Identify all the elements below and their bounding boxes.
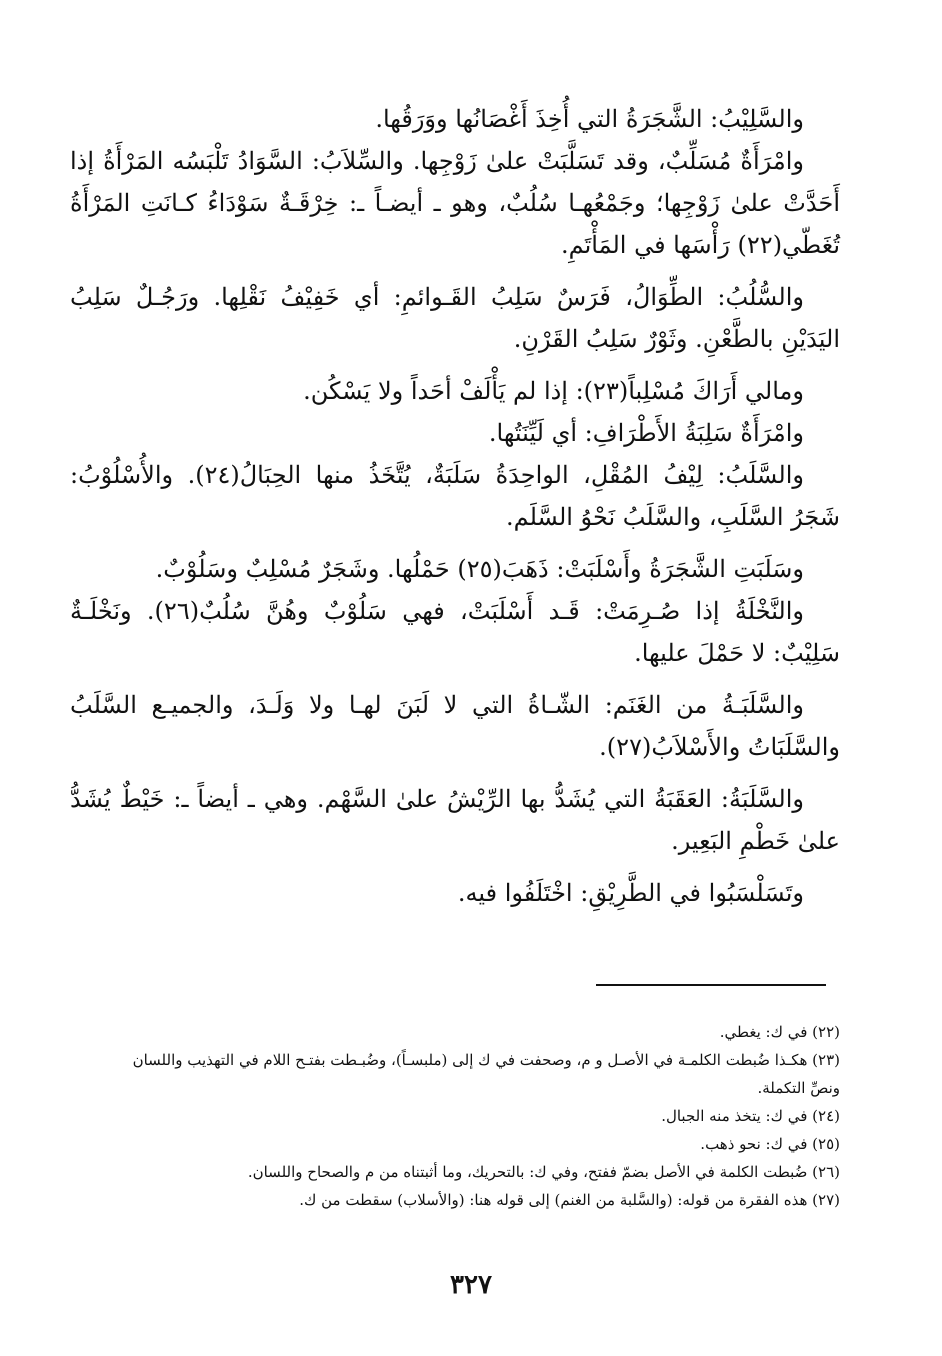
paragraph-al-nakhla: والنَّخْلَةُ إذا صُـرِمَتْ: قَـد أَسْلَبَتْ، فهي سَلُوْبٌ وهُنَّ سُلُبٌ(٢٦). ونَخْلَـةٌ سَلِيْبٌ: لا حَمْلَ عليها.	[70, 597, 840, 667]
footnote-22: (٢٢) في ك: يغطي.	[719, 1023, 840, 1041]
page-number: ٣٢٧	[450, 1270, 492, 1300]
footnote-27: (٢٧) هذه الفقرة من قوله: (والسَّلبة من الغنم) إلى قوله هنا: (والأسلاب) سقطت من ك.	[299, 1191, 840, 1209]
paragraph-al-salaba-al-aqaba: والسَّلَبَةُ: العَقَبَةُ التي يُشَدُّ بها الرِّيْشُ علىٰ السَّهْم. وهي ـ أيضاً ـ: خَيْطٌ يُشَدُّ علىٰ خَطْمِ البَعِير.	[70, 785, 840, 855]
footnote-26: (٢٦) ضُبطت الكلمة في الأصل بضمّ ففتح، وفي ك: بالتحريك، وما أثبتناه من م والصحاح واللسان.	[247, 1163, 840, 1181]
paragraph-sulub: والسُّلُبُ: الطِّوَالُ، فَرَسٌ سَلِبُ القَـوائمِ: أي خَفِيْفُ نَقْلِها. ورَجُـلٌ سَلِبُ اليَدَيْنِ بالطَّعْنِ. وثَوْرٌ سَلِبُ القَرْنِ.	[70, 283, 840, 353]
paragraph-musliban: ومالي أَرَاكَ مُسْلِباً(٢٣): إذا لم يَأْلَفْ أحَداً ولا يَسْكُن.	[303, 377, 804, 405]
paragraph-musallib: وامْرَأَةٌ مُسَلِّبٌ، وقد تَسَلَّبَتْ علىٰ زَوْجِها. والسِّلاَبُ: السَّوَادُ تَلْبَسُه المَرْأَةُ إذا أَحَدَّتْ علىٰ زَوْجِها؛ وجَمْعُهـا سُلُبٌ، وهو ـ أيضـاً ـ: خِرْقَـةٌ سَوْدَاءُ كـانَتِ المَرْأَةُ تُغَطّي(٢٢) رَأْسَها في المَأْتَمِ.	[70, 147, 840, 259]
main-text	[70, 98, 840, 924]
paragraph-salabat-al-shajara: وسَلَبَتِ الشَّجَرَةُ وأَسْلَبَتْ: ذَهَبَ(٢٥) حَمْلُها. وشَجَرٌ مُسْلِبٌ وسَلُوْبٌ.	[155, 555, 804, 583]
paragraph-al-salaba-min-al-ghanam: والسَّلَبَـةُ من الغَنَم: الشّـاةُ التي لا لَبَنَ لهـا ولا وَلَـدَ، والجميـع السَّلَبُ والسَّلَبَاتُ والأَسْلاَبُ(٢٧).	[70, 691, 840, 761]
footnote-24: (٢٤) في ك: يتخذ منه الجبال.	[661, 1107, 840, 1125]
footnote-separator	[596, 984, 826, 986]
paragraph-salibat-al-atraf: وامْرَأَةٌ سَلِبَةُ الأَطْرَافِ: أي لَيِّنَتُها.	[488, 419, 804, 447]
paragraph-tasalsabu: وتَسَلْسَبُوا في الطَّرِيْقِ: اخْتَلَفُوا فيه.	[457, 879, 804, 907]
footnote-23: (٢٣) هكـذا ضُبطت الكلمـة في الأصـل و م، وصحفت في ك إلى (ملبسـاً)، وضُبـطت بفتـح اللام في التهذيب واللسان ونصِّ التكملة.	[132, 1051, 840, 1097]
paragraph-saleeb: والسَّلِيْبُ: الشَّجَرَةُ التي أُخِذَ أَغْصَانُها ووَرَقُها.	[375, 105, 804, 133]
footnote-25: (٢٥) في ك: نحو ذهب.	[700, 1135, 840, 1153]
paragraph-salab: والسَّلَبُ: لِيْفُ المُقْلِ، الواحِدَةُ سَلَبَةٌ، يُتَّخَذُ منها الحِبَالُ(٢٤). والأُسْلُوْبُ: شَجَرُ السَّلَبِ، والسَّلَبُ نَحْوُ السَّلَم.	[70, 461, 840, 531]
footnotes	[120, 1018, 840, 1214]
